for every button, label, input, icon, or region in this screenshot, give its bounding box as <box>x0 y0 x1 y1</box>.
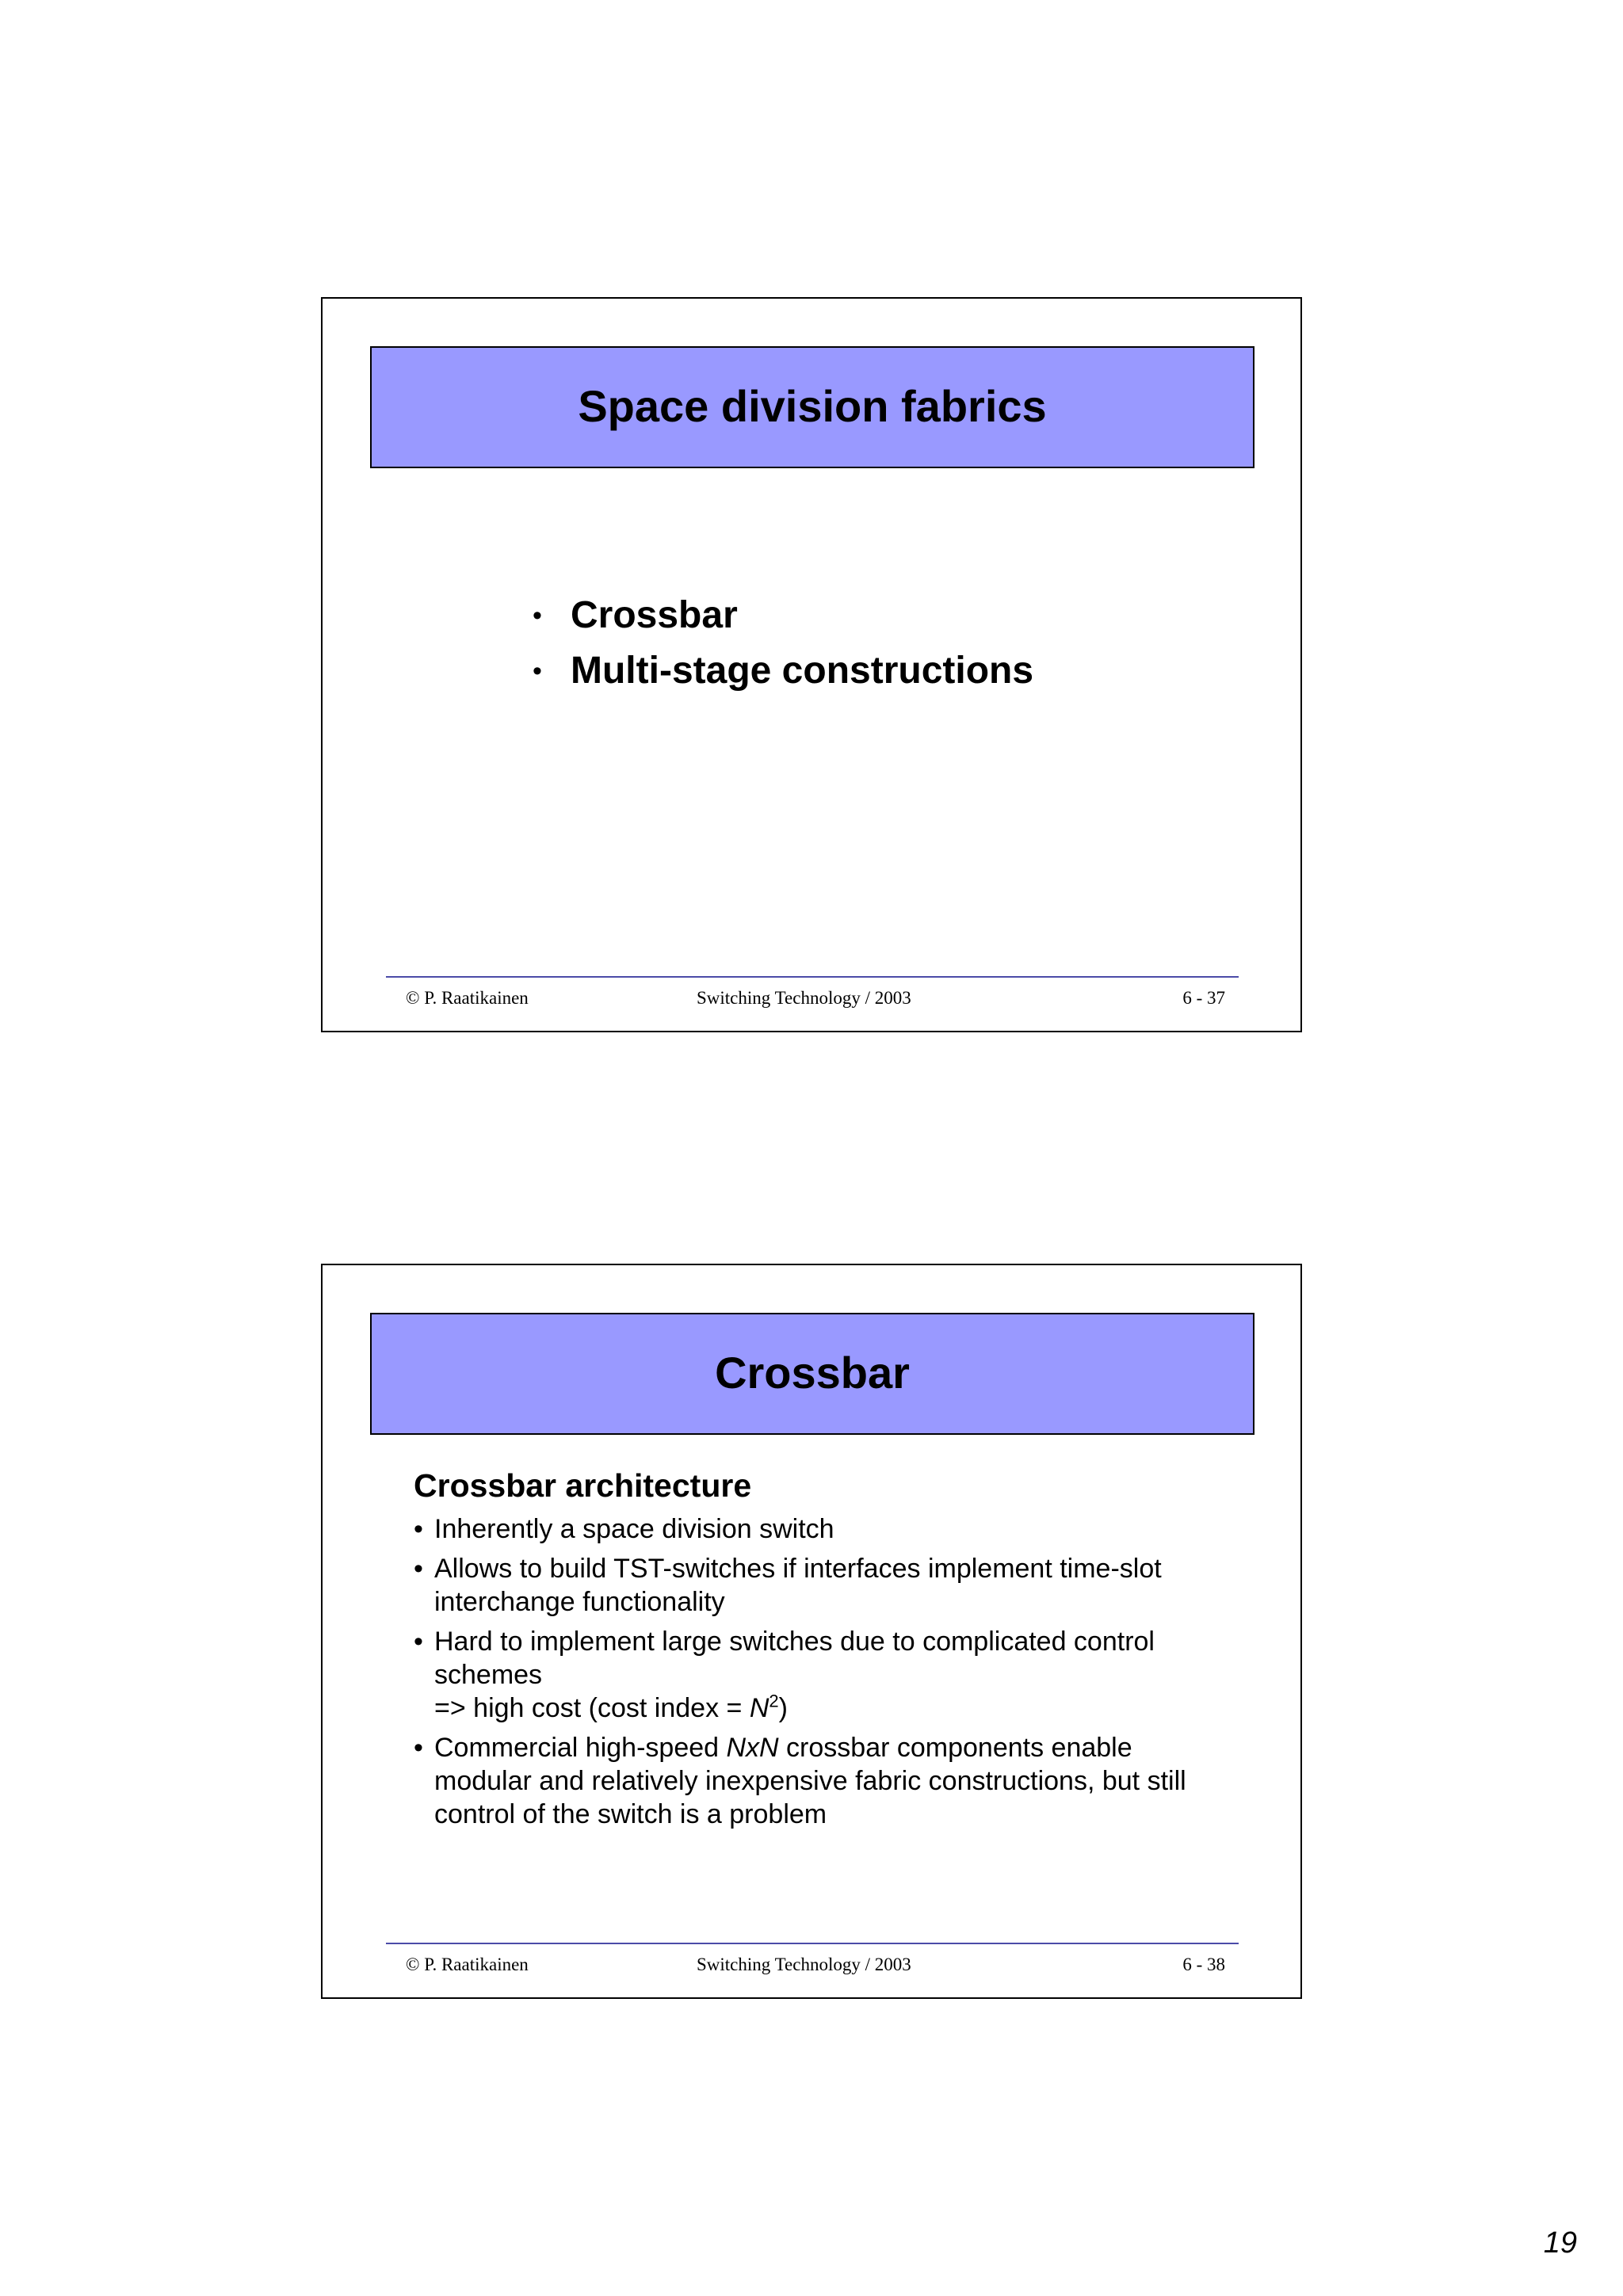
footer-author: © P. Raatikainen <box>406 988 529 1008</box>
bullet-text <box>434 1625 1222 1725</box>
bullet-icon: • <box>414 1514 423 1544</box>
slide-title: Space division fabrics <box>578 380 1047 431</box>
list-item <box>533 643 1033 699</box>
list-item <box>533 588 1033 643</box>
bullet-list <box>414 1512 1222 1831</box>
bullet-icon: • <box>533 656 542 686</box>
slide-body <box>414 1463 1222 1837</box>
list-item <box>414 1625 1222 1725</box>
text-run: Commercial high-speed <box>434 1733 727 1763</box>
list-item <box>414 1552 1222 1619</box>
bullet-text: Allows to build TST-switches if interfaces implement time-slot interchange functionality <box>434 1554 1162 1617</box>
slide-6-37 <box>321 297 1302 1032</box>
formula-prefix: => high cost (cost index = <box>434 1693 750 1723</box>
bullet-line: Hard to implement large switches due to complicated control schemes <box>434 1627 1155 1690</box>
page-number: 19 <box>1543 2226 1577 2260</box>
formula-suffix: ) <box>778 1693 788 1723</box>
footer-course: Switching Technology / 2003 <box>697 988 911 1008</box>
bullet-icon: • <box>414 1733 423 1763</box>
bullet-line <box>434 1691 1222 1725</box>
bullet-text: Crossbar <box>571 594 738 636</box>
footer-divider <box>386 976 1239 978</box>
bullet-icon: • <box>414 1554 423 1584</box>
slide-title-box <box>370 346 1254 468</box>
bullet-text <box>434 1731 1222 1831</box>
bullet-icon: • <box>414 1627 423 1657</box>
list-item <box>414 1512 1222 1546</box>
bullet-list <box>533 588 1033 699</box>
footer-slide-number: 6 - 38 <box>1182 1955 1225 1974</box>
section-heading: Crossbar architecture <box>414 1467 752 1504</box>
formula-exponent: 2 <box>769 1691 779 1711</box>
italic-term: NxN <box>726 1733 779 1763</box>
slide-6-38 <box>321 1264 1302 1999</box>
slide-title-box <box>370 1313 1254 1435</box>
bullet-text: Multi-stage constructions <box>571 650 1034 692</box>
list-item <box>414 1731 1222 1831</box>
footer-slide-number: 6 - 37 <box>1182 988 1225 1008</box>
text-run: crossbar components enable modular and relatively inexpensive fabric constructions, but still control of the switch is a problem <box>434 1733 1186 1829</box>
footer-course: Switching Technology / 2003 <box>697 1955 911 1974</box>
bullet-icon: • <box>533 601 542 631</box>
footer-divider <box>386 1943 1239 1944</box>
footer-author: © P. Raatikainen <box>406 1955 529 1974</box>
formula-variable: N <box>749 1693 769 1723</box>
bullet-text: Inherently a space division switch <box>434 1514 834 1544</box>
slide-title: Crossbar <box>715 1347 910 1398</box>
